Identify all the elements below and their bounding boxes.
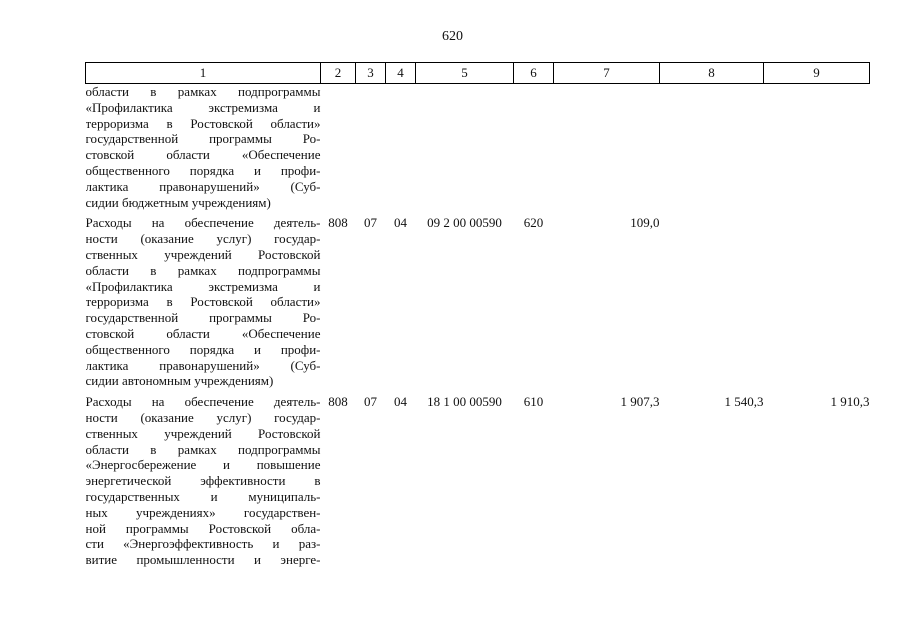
description-line: ной программы Ростовской обла-: [85, 520, 321, 536]
description-line: области в рамках подпрограммы: [85, 262, 321, 278]
section-code: 07: [364, 394, 377, 410]
section-code: [356, 84, 386, 211]
amount-col7: 109,0: [630, 215, 660, 231]
amount-col9: [764, 84, 870, 211]
description-line: «Профилактика экстремизма и: [85, 99, 321, 115]
amount-col8: [660, 84, 764, 211]
column-header: 2: [321, 63, 356, 84]
description-line: терроризма в Ростовской области»: [85, 294, 321, 310]
budget-table: [85, 62, 870, 568]
target-article-code: 09 2 00 00590: [427, 215, 502, 231]
description-line: государственной программы Ро-: [85, 310, 321, 326]
table-row: [86, 210, 870, 389]
amount-col8: [660, 210, 764, 389]
column-header: 4: [386, 63, 416, 84]
description-line: государственных и муниципаль-: [85, 488, 321, 504]
expense-type-code: [514, 84, 554, 211]
target-article-code: [416, 84, 514, 211]
table-row: [86, 84, 870, 211]
description-line: лактика правонарушений» (Суб-: [85, 178, 321, 194]
row-description: [86, 210, 321, 389]
description-line: лактика правонарушений» (Суб-: [85, 357, 321, 373]
amount-col8: 1 540,3: [724, 394, 764, 410]
expense-type-code: 620: [523, 215, 544, 231]
column-header: 9: [764, 63, 870, 84]
amount-col7: 1 907,3: [620, 394, 660, 410]
column-header: 3: [356, 63, 386, 84]
description-line: сидии бюджетным учреждениям): [85, 194, 271, 210]
description-line: ственных учреждений Ростовской: [85, 425, 321, 441]
description-line: ных учреждениях» государствен-: [85, 504, 321, 520]
description-line: государственной программы Ро-: [85, 131, 321, 147]
expense-type-code: 610: [523, 394, 544, 410]
description-line: терроризма в Ростовской области»: [85, 115, 321, 131]
description-line: энергетической эффективности в: [85, 473, 321, 489]
description-line: Расходы на обеспечение деятель-: [85, 394, 321, 410]
description-line: сти «Энергоэффективность и раз-: [85, 536, 321, 552]
column-header: 8: [660, 63, 764, 84]
subsection-code: 04: [394, 394, 407, 410]
table-header-row: [86, 63, 870, 84]
ministry-code: [321, 84, 356, 211]
description-line: области в рамках подпрограммы: [85, 441, 321, 457]
description-line: «Профилактика экстремизма и: [85, 278, 321, 294]
subsection-code: 04: [394, 215, 407, 231]
section-code: 07: [364, 215, 377, 231]
column-header: 1: [86, 63, 321, 84]
column-header: 6: [514, 63, 554, 84]
amount-col7: [554, 84, 660, 211]
description-line: Расходы на обеспечение деятель-: [85, 215, 321, 231]
description-line: общественного порядка и профи-: [85, 341, 321, 357]
description-line: витие промышленности и энерге-: [85, 552, 321, 568]
row-description: [86, 389, 321, 568]
description-line: области в рамках подпрограммы: [85, 84, 321, 99]
ministry-code: 808: [328, 215, 348, 231]
page-number: 620: [442, 29, 463, 44]
description-line: ности (оказание услуг) государ-: [85, 231, 321, 247]
subsection-code: [386, 84, 416, 211]
description-line: общественного порядка и профи-: [85, 162, 321, 178]
description-line: ственных учреждений Ростовской: [85, 246, 321, 262]
amount-col9: [764, 210, 870, 389]
row-description: [86, 84, 321, 211]
description-line: стовской области «Обеспечение: [85, 325, 321, 341]
ministry-code: 808: [328, 394, 348, 410]
amount-col9: 1 910,3: [830, 394, 870, 410]
table-row: [86, 389, 870, 568]
description-line: ности (оказание услуг) государ-: [85, 409, 321, 425]
column-header: 7: [554, 63, 660, 84]
description-line: сидии автономным учреждениям): [85, 373, 274, 389]
column-header: 5: [416, 63, 514, 84]
description-line: стовской области «Обеспечение: [85, 147, 321, 163]
description-line: «Энергосбережение и повышение: [85, 457, 321, 473]
target-article-code: 18 1 00 00590: [427, 394, 502, 410]
